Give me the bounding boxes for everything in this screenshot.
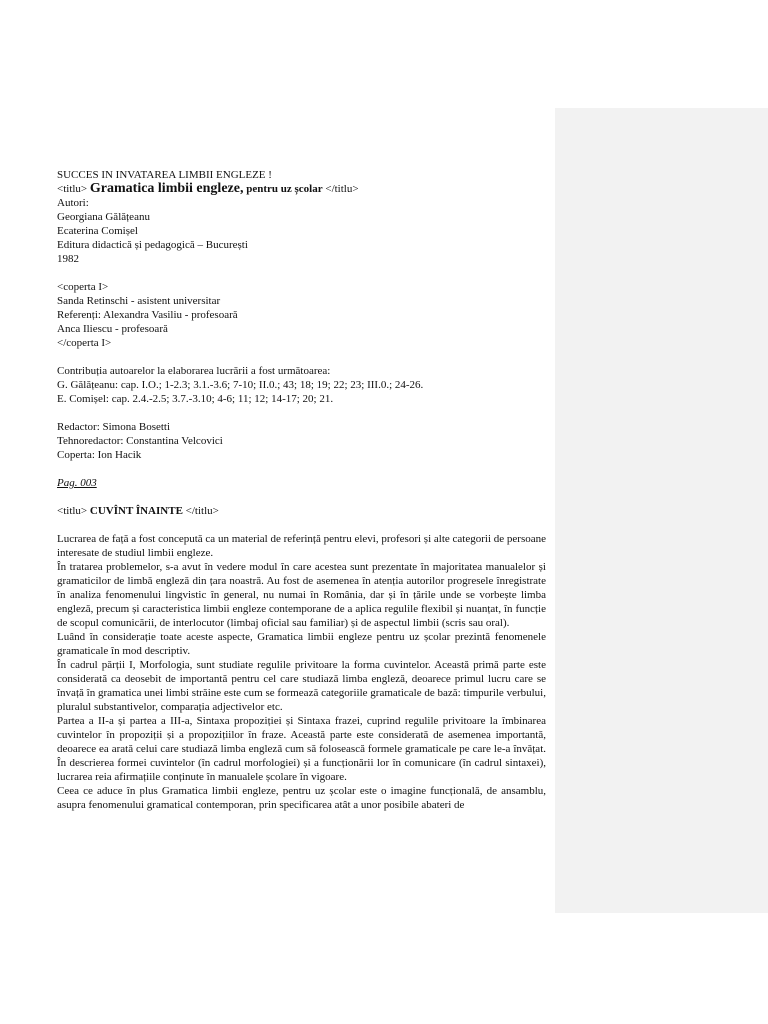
comment-margin-pane [555,108,768,913]
credits-line: Coperta: Ion Hacik [57,449,142,461]
title-main: Gramatica limbii engleze, [89,181,244,196]
cover-line: </coperta I> [57,337,112,349]
author-line: Ecaterina Comișel [57,225,138,237]
body-paragraph: Partea a II-a și partea a III-a, Sintaxa propoziției și Sintaxa frazei, cuprind regulile privitoare la îmbinarea cuvintelor în propoziții și a propozițiilor în fraze. Această parte este considerată de asemenea importantă, deoarece ea arată celui care studiază limba engleză cum să folosească formele gramaticale pe care le-a învățat. În descrierea formei cuvintelor (în cadrul morfologiei) și a funcționării lor în comunicare (în cadrul sintaxei), lucrarea reia afirmațiile conținute în manualele școlare în vigoare. [57,715,546,783]
section-close-tag: </titlu> [182,505,219,517]
body-paragraph: Lucrarea de față a fost concepută ca un material de referință pentru elevi, profesori și alte categorii de persoane interesate de studiul limbii engleze. [57,533,546,559]
publisher-line: Editura didactică și pedagogică – București [57,239,248,251]
author-line: Georgiana Gălățeanu [57,211,150,223]
title-open-tag: <titlu> [57,183,90,195]
cover-line: Sanda Retinschi - asistent universitar [57,295,221,307]
motto-line: SUCCES IN INVATAREA LIMBII ENGLEZE ! [57,169,272,181]
cover-line: Anca Iliescu - profesoară [57,323,168,335]
book-title [57,182,546,196]
authors-label: Autori: [57,197,89,209]
section-heading-text: CUVÎNT ÎNAINTE [89,505,183,517]
body-paragraph: În cadrul părții I, Morfologia, sunt studiate regulile privitoare la forma cuvintelor. Această primă parte este considerată ca deosebit de importantă pentru cel care studiază limba engleză, deoarece primul lucru care se învață în gramatica unei limbi străine este cum se formează categoriile gramaticale de bază: timpurile verbului, pluralul substantivelor, comparația adjectivelor etc. [57,659,546,713]
title-close-tag: </titlu> [322,183,359,195]
credits-line: Tehnoredactor: Constantina Velcovici [57,435,223,447]
contribution-line: G. Gălățeanu: cap. I.O.; 1-2.3; 3.1.-3.6; 7-10; II.0.; 43; 18; 19; 22; 23; III.0.; 24-26. [57,379,424,391]
section-open-tag: <titlu> [57,505,90,517]
title-sub: pentru uz școlar [243,183,323,195]
cover-line: <coperta I> [57,281,109,293]
body-paragraph: În tratarea problemelor, s-a avut în vedere modul în care acestea sunt prezentate în majoritatea manualelor și gramaticilor de limbă engleză din țara noastră. Au fost de asemenea în atenția autorilor progresele înregistrate în analiza fenomenului lingvistic în general, nu numai în România, dar și în țările unde se vorbește limba engleză, precum și caracteristica limbii engleze contemporane de a aplica regulile flexibil și nuanțat, în funcție de scopul comunicării, de interlocutor (limbaj oficial sau familiar) și de aspectul limbii (scris sau oral). [57,561,546,629]
contribution-line: Contribuția autoarelor la elaborarea lucrării a fost următoarea: [57,365,331,377]
cover-line: Referenți: Alexandra Vasiliu - profesoară [57,309,238,321]
contribution-line: E. Comișel: cap. 2.4.-2.5; 3.7.-3.10; 4-6; 11; 12; 14-17; 20; 21. [57,393,334,405]
page-marker: Pag. 003 [57,477,97,489]
body-paragraph: Ceea ce aduce în plus Gramatica limbii engleze, pentru uz școlar este o imagine funcțională, de ansamblu, asupra fenomenului gramatical contemporan, prin specificarea atât a unor posibile abateri de [57,785,546,811]
document-content [57,168,546,812]
year-line: 1982 [57,253,79,265]
credits-line: Redactor: Simona Bosetti [57,421,171,433]
section-heading [57,504,546,518]
body-paragraph: Luând în considerație toate aceste aspecte, Gramatica limbii engleze pentru uz școlar prezintă fenomenele gramaticale în mod descriptiv. [57,631,546,657]
